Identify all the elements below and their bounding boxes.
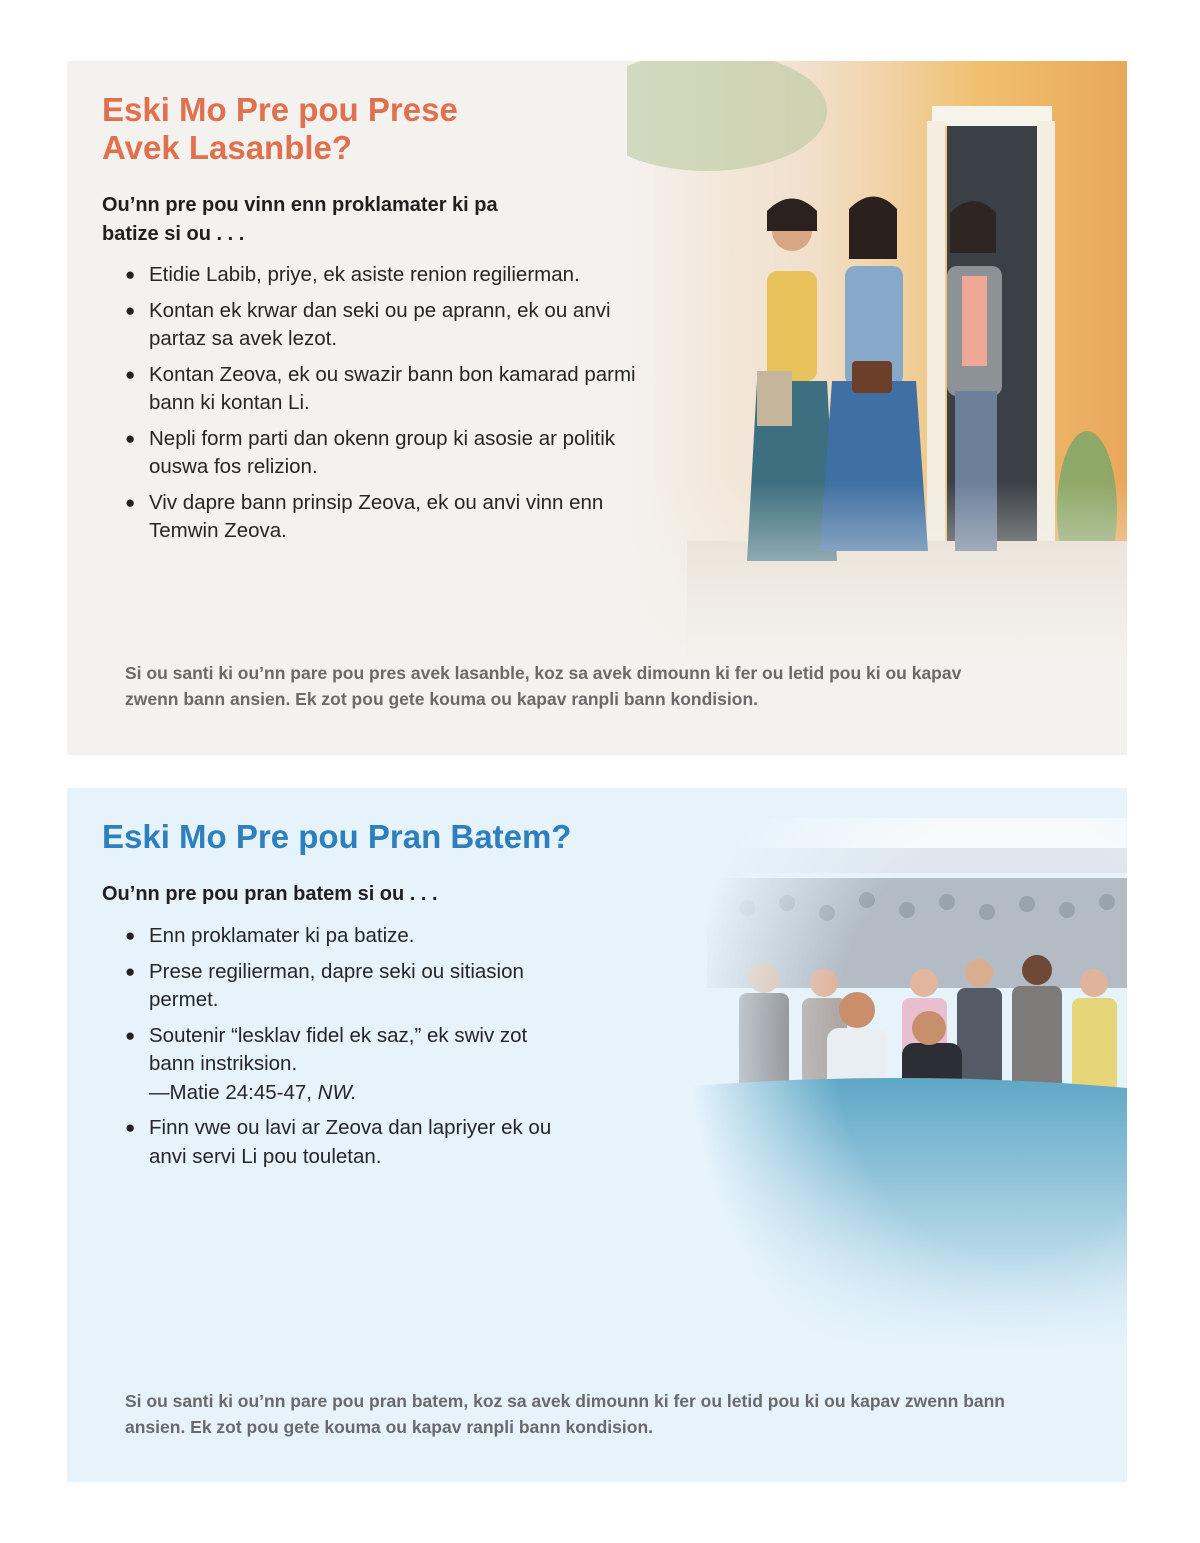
advice-note: Si ou santi ki ou’nn pare pou pran batem, koz sa avek dimounn ki fer ou letid pou ki ou kapav zwenn bann ansien. Ek zot pou gete kouma ou kapav ranpli bann kondision.: [125, 1391, 1005, 1437]
doorstep-ministry-illustration: [627, 61, 1127, 661]
list-item: ● Soutenir “lesklav fidel ek saz,” ek swiv zot bann instriksion. —Matie 24:45-47, NW.: [125, 1023, 528, 1104]
scripture-version: NW.: [317, 1080, 357, 1104]
list-item: ● Etidie Labib, priye, ek asiste renion regilierman.: [125, 261, 665, 290]
bullet-icon: ●: [125, 428, 136, 448]
baptism-readiness-card: [67, 788, 1127, 1482]
preaching-readiness-card: [67, 61, 1127, 755]
bullet-icon: ●: [125, 961, 136, 981]
bullet-icon: ●: [125, 300, 136, 320]
requirements-list: [125, 922, 555, 1178]
list-item: ● Kontan ek krwar dan seki ou pe aprann, ek ou anvi partaz sa avek lezot.: [125, 298, 611, 350]
section-subtitle: Ou’nn pre pou vinn enn proklamater ki pa batize si ou . . .: [102, 194, 498, 245]
bullet-icon: ●: [125, 926, 136, 945]
bullet-icon: ●: [125, 1025, 136, 1045]
scripture-reference: —Matie 24:45-47,: [149, 1080, 312, 1104]
bullet-icon: ●: [125, 1118, 136, 1137]
section-title: Eski Mo Pre pou Prese Avek Lasanble?: [102, 91, 458, 166]
baptism-illustration: [667, 788, 1127, 1348]
section-subtitle: Ou’nn pre pou pran batem si ou . . .: [102, 883, 438, 905]
list-item: ● Enn proklamater ki pa batize.: [125, 922, 555, 951]
list-item: ● Viv dapre bann prinsip Zeova, ek ou anvi vinn enn Temwin Zeova.: [125, 490, 604, 542]
advice-note: Si ou santi ki ou’nn pare pou pres avek lasanble, koz sa avek dimounn ki fer ou letid pou ki ou kapav zwenn bann ansien. Ek zot pou gete kouma ou kapav ranpli bann kondision.: [125, 663, 962, 709]
list-item: ● Finn vwe ou lavi ar Zeova dan lapriyer ek ou anvi servi Li pou touletan.: [125, 1116, 552, 1168]
bullet-icon: ●: [125, 265, 136, 284]
requirements-list: [125, 261, 665, 553]
list-item: ● Nepli form parti dan okenn group ki asosie ar politik ouswa fos relizion.: [125, 426, 616, 478]
bullet-icon: ●: [125, 492, 136, 512]
bullet-icon: ●: [125, 364, 136, 384]
section-title: Eski Mo Pre pou Pran Batem?: [102, 818, 572, 855]
list-item: ● Kontan Zeova, ek ou swazir bann bon kamarad parmi bann ki kontan Li.: [125, 362, 636, 414]
list-item: ● Prese regilierman, dapre seki ou sitiasion permet.: [125, 959, 524, 1011]
